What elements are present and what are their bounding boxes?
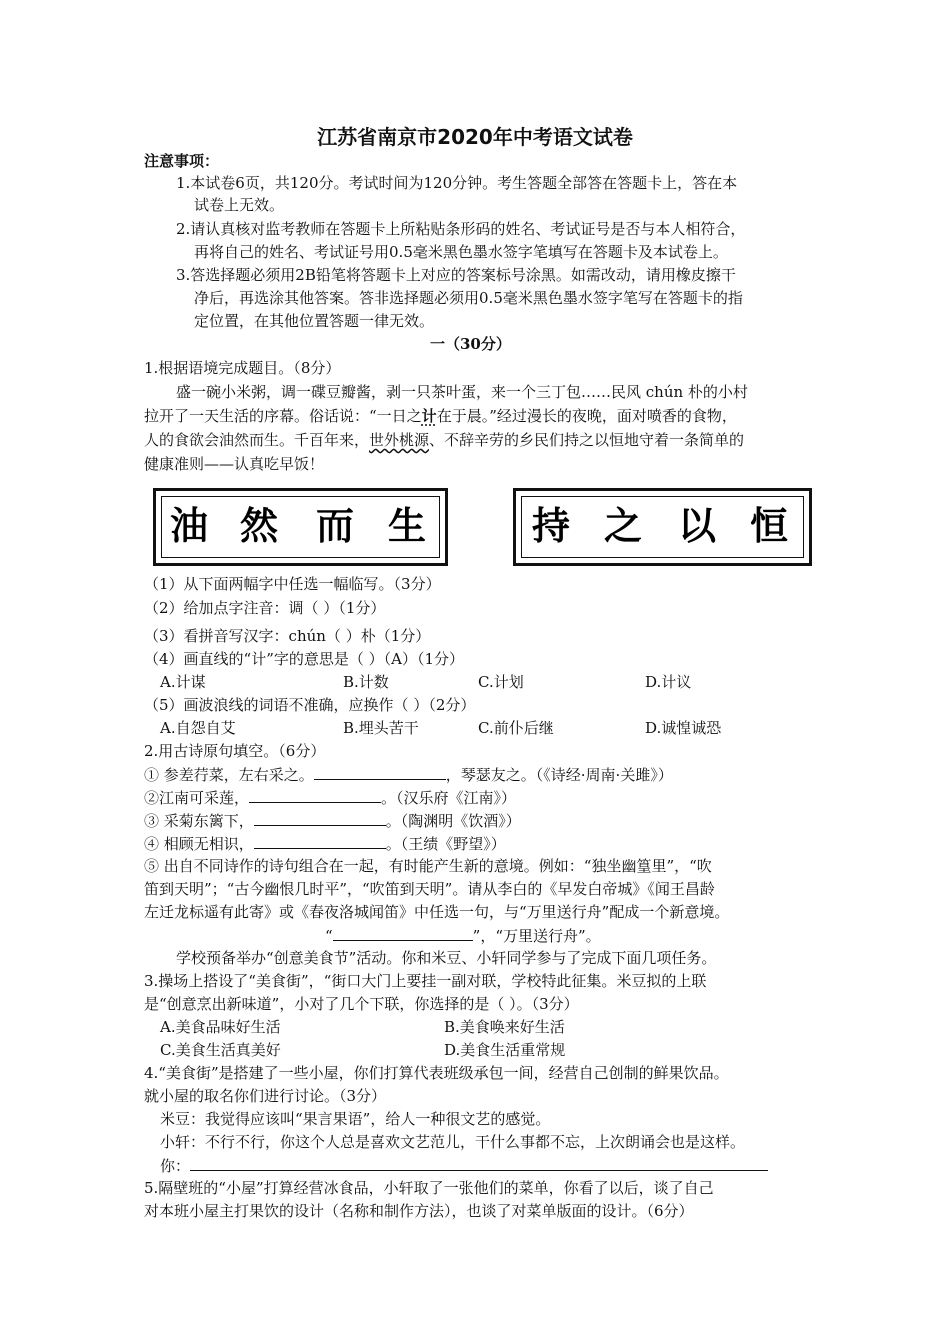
page-title: 江苏省南京市2020年中考语文试卷 [317, 125, 633, 149]
calligraphy-left [153, 488, 448, 566]
option: A.计谋 [160, 673, 206, 691]
paragraph-line: 盛一碗小米粥，调一碟豆瓣酱，剥一只茶叶蛋，来一个三丁包……民风 chún 朴的小村 [176, 383, 748, 401]
option: C.前仆后继 [478, 719, 554, 737]
notice-line: 试卷上无效。 [194, 196, 285, 214]
intro-line: 学校预备举办“创意美食节”活动。你和米豆、小轩同学参与了完成下面几项任务。 [176, 949, 717, 967]
notice-line: 定位置，在其他位置答题一律无效。 [194, 312, 435, 330]
blank-line [254, 811, 386, 826]
dotted-char: 计 [421, 407, 437, 425]
calligraphy-char: 然 [240, 503, 279, 548]
answer-blank-line [190, 1156, 768, 1171]
calligraphy-char: 油 [170, 503, 209, 548]
option: B.计数 [343, 673, 389, 691]
section-heading: 一（30分） [430, 335, 511, 353]
notice-line: 再将自己的姓名、考试证号用0.5毫米黑色墨水签字笔填写在答题卡及本试卷上。 [194, 243, 728, 261]
notice-heading: 注意事项： [144, 152, 220, 170]
dialogue-line: 小轩：不行不行，你这个人总是喜欢文艺范儿，干什么事都不忘，上次朗诵会也是这样。 [160, 1133, 746, 1151]
option: B.埋头苦干 [343, 719, 419, 737]
question-3-line: 是“创意烹出新味道”，小对了几个下联，你选择的是（ ）。（3分） [144, 995, 579, 1013]
option: D.美食生活重常规 [444, 1041, 566, 1059]
calligraphy-char: 而 [316, 503, 355, 548]
option: D.诚惶诚恐 [645, 719, 722, 737]
poem-line: 左迁龙标遥有此寄》或《春夜洛城闻笛》中任选一句，与“万里送行舟”配成一个新意境。 [144, 903, 730, 921]
poem-line: ②江南可采莲， 。（汉乐府《江南》） [144, 789, 517, 807]
question-2-heading: 2.用古诗原句填空。（6分） [144, 742, 326, 760]
sub-question: （5）画波浪线的词语不准确，应换作（ ）（2分） [144, 696, 476, 714]
dialogue-line: 米豆：我觉得应该叫“果言果语”，给人一种很文艺的感觉。 [160, 1110, 551, 1128]
calligraphy-char: 恒 [750, 503, 789, 548]
question-1-heading: 1.根据语境完成题目。（8分） [144, 359, 341, 377]
sub-question: （1）从下面两幅字中任选一幅临写。（3分） [144, 575, 441, 593]
option: D.计议 [645, 673, 692, 691]
poem-line: ⑤ 出自不同诗作的诗句组合在一起，有时能产生新的意境。例如：“独坐幽篁里”，“吹 [144, 857, 712, 875]
question-5-line: 对本班小屋主打果饮的设计（名称和制作方法），也谈了对菜单版面的设计。（6分） [144, 1202, 694, 1220]
question-5-line: 5.隔壁班的“小屋”打算经营冰食品，小轩取了一张他们的菜单，你看了以后，谈了自己 [144, 1179, 714, 1197]
paragraph-line: 人的食欲会油然而生。千百年来，世外桃源、不辞辛劳的乡民们持之以恒地守着一条简单的 [144, 431, 745, 449]
calligraphy-char: 之 [604, 503, 643, 548]
poem-line: “ ”，“万里送行舟”。 [325, 927, 601, 945]
dialogue-line: 你： [160, 1156, 768, 1175]
poem-line: ③ 采菊东篱下， 。（陶渊明《饮酒》） [144, 812, 521, 830]
calligraphy-right [513, 488, 812, 566]
paragraph-line: 健康准则——认真吃早饭！ [144, 455, 325, 473]
sub-question: （4）画直线的“计”字的意思是（ ）（A）（1分） [144, 650, 465, 668]
question-4-line: 就小屋的取名你们进行讨论。（3分） [144, 1087, 387, 1105]
question-4-line: 4.“美食街”是搭建了一些小屋，你们打算代表班级承包一间，经营自己创制的鲜果饮品。 [144, 1064, 729, 1082]
paragraph-line: 拉开了一天生活的序幕。俗话说：“一日之计在于晨。”经过漫长的夜晚，面对喷香的食物， [144, 407, 737, 425]
poem-line: ① 参差荇菜，左右采之。 ，琴瑟友之。（《诗经·周南·关雎》） [144, 766, 673, 784]
calligraphy-char: 持 [532, 503, 571, 548]
sub-question: （3）看拼音写汉字：chún（ ）朴（1分） [144, 627, 431, 645]
poem-line: 笛到天明”；“古今幽恨几时平”，“吹笛到天明”。请从李白的《早发白帝城》《闻王昌龄 [144, 880, 715, 898]
option: C.美食生活真美好 [160, 1041, 281, 1059]
sub-question: （2）给加点字注音：调（ ）（1分） [144, 599, 386, 617]
option: A.自怨自艾 [160, 719, 236, 737]
option: C.计划 [478, 673, 524, 691]
notice-line: 2.请认真核对监考教师在答题卡上所粘贴条形码的姓名、考试证号是否与本人相符合， [176, 220, 746, 238]
calligraphy-char: 以 [678, 503, 717, 548]
blank-line [254, 834, 386, 849]
calligraphy-char: 生 [388, 503, 427, 548]
blank-line [249, 788, 381, 803]
blank-line [333, 926, 473, 941]
wavy-underlined-phrase: 世外桃源 [369, 431, 430, 449]
notice-line: 3.答选择题必须用2B铅笔将答题卡上对应的答案标号涂黑。如需改动，请用橡皮擦干 [176, 266, 736, 284]
question-3-line: 3.操场上搭设了“美食街”，“街口大门上要挂一副对联，学校特此征集。米豆拟的上联 [144, 972, 707, 990]
blank-line [314, 765, 446, 780]
notice-line: 净后，再选涂其他答案。答非选择题必须用0.5毫米黑色墨水签字笔写在答题卡的指 [194, 289, 743, 307]
option: B.美食唤来好生活 [444, 1018, 565, 1036]
poem-line: ④ 相顾无相识， 。（王绩《野望》） [144, 835, 506, 853]
notice-line: 1.本试卷6页，共120分。考试时间为120分钟。考生答题全部答在答题卡上，答在本 [176, 174, 738, 192]
option: A.美食品味好生活 [160, 1018, 281, 1036]
